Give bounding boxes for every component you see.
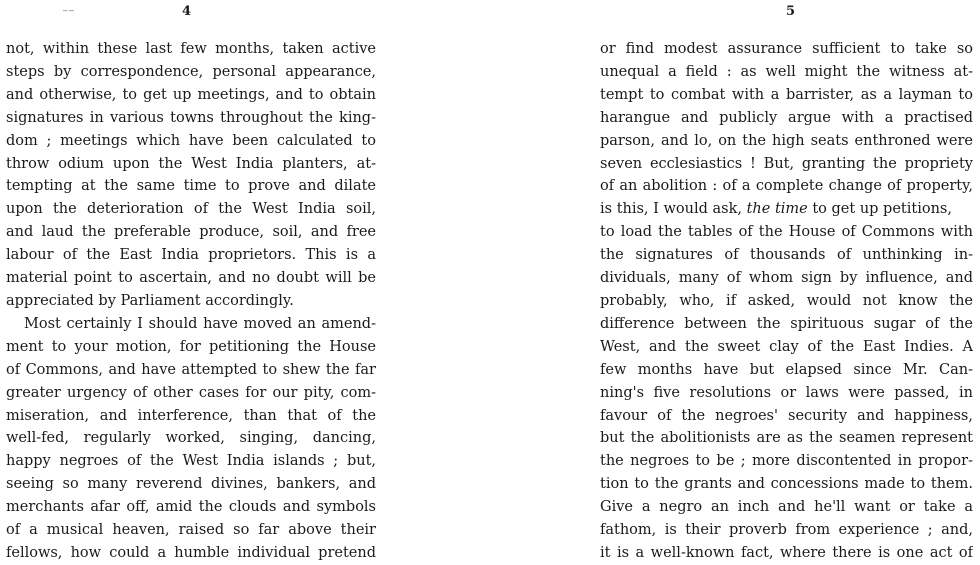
text-segment: to get up petitions, xyxy=(807,201,952,218)
text-line: dividuals, many of whom sign by influence, and xyxy=(600,270,973,287)
text-line: greater urgency of other cases for our pity, com- xyxy=(6,384,376,401)
text-line: seeing so many reverend divines, bankers, and xyxy=(6,476,376,493)
text-line: tempting at the same time to prove and dilate xyxy=(6,178,376,195)
left-page-number: 4 xyxy=(182,4,192,19)
text-line: ning's five resolutions or laws were passed, in xyxy=(600,384,973,401)
text-line: tempt to combat with a barrister, as a layman to xyxy=(600,86,973,103)
text-line: Most certainly I should have moved an amend- xyxy=(24,315,376,332)
text-line: miseration, and interference, than that of the xyxy=(6,407,376,424)
text-line: to load the tables of the House of Commons with xyxy=(600,224,973,241)
text-line: tion to the grants and concessions made to them. xyxy=(600,476,973,493)
text-line: of a musical heaven, raised so far above their xyxy=(6,522,376,539)
text-line: parson, and lo, on the high seats enthroned were xyxy=(600,132,973,149)
text-line: harangue and publicly argue with a practised xyxy=(600,109,973,126)
text-line: signatures in various towns throughout the king- xyxy=(6,109,376,126)
text-line: labour of the East India proprietors. This is a xyxy=(6,247,376,264)
text-line: ment to your motion, for petitioning the House xyxy=(6,338,376,355)
text-line: Give a negro an inch and he'll want or take a xyxy=(600,499,973,516)
text-line: of an abolition : of a complete change of property, xyxy=(600,178,973,195)
text-line: well-fed, regularly worked, singing, dancing, xyxy=(6,430,376,447)
text-line: unequal a field : as well might the witness at- xyxy=(600,63,973,80)
text-line: happy negroes of the West India islands ; but, xyxy=(6,453,376,470)
text-line: favour of the negroes' security and happiness, xyxy=(600,407,973,424)
text-line: material point to ascertain, and no doubt will be xyxy=(6,270,376,287)
text-line: upon the deterioration of the West India soil, xyxy=(6,201,376,218)
text-line: or find modest assurance sufficient to take so xyxy=(600,41,973,57)
text-line: appreciated by Parliament accordingly. xyxy=(6,292,294,309)
text-line: the negroes to be ; more discontented in propor- xyxy=(600,453,973,470)
text-line: merchants afar off, amid the clouds and symbols xyxy=(6,499,376,516)
text-line: fathom, is their proverb from experience ; and, xyxy=(600,522,973,539)
text-line: and laud the preferable produce, soil, and free xyxy=(6,224,376,241)
stray-mark: ⁻⁻ xyxy=(62,6,75,20)
text-line: dom ; meetings which have been calculated to xyxy=(6,132,376,149)
text-line: and otherwise, to get up meetings, and to obtain xyxy=(6,86,376,103)
text-line: seven ecclesiastics ! But, granting the propriety xyxy=(600,155,973,172)
text-line: few months have but elapsed since Mr. Can- xyxy=(600,361,973,378)
text-line: steps by correspondence, personal appearance, xyxy=(6,63,376,80)
text-line: throw odium upon the West India planters, at- xyxy=(6,155,376,172)
emphasis-text: the time xyxy=(746,201,808,218)
text-line: fellows, how could a humble individual pretend xyxy=(6,544,376,561)
text-line: difference between the spirituous sugar of the xyxy=(600,315,973,332)
text-line: it is a well-known fact, where there is one act of xyxy=(600,544,973,561)
text-line: West, and the sweet clay of the East Indies. A xyxy=(600,338,973,355)
text-line: probably, who, if asked, would not know the xyxy=(600,292,973,309)
right-page-text xyxy=(600,38,973,565)
text-line: but the abolitionists are as the seamen represent xyxy=(600,430,973,447)
text-segment: is this, I would ask, xyxy=(600,201,747,218)
text-line-mixed xyxy=(600,198,973,221)
right-page-number: 5 xyxy=(786,4,796,19)
text-line: not, within these last few months, taken active xyxy=(6,41,376,57)
text-line: of Commons, and have attempted to shew the far xyxy=(6,361,376,378)
text-line: the signatures of thousands of unthinking in- xyxy=(600,247,973,264)
left-page-text xyxy=(6,38,376,565)
